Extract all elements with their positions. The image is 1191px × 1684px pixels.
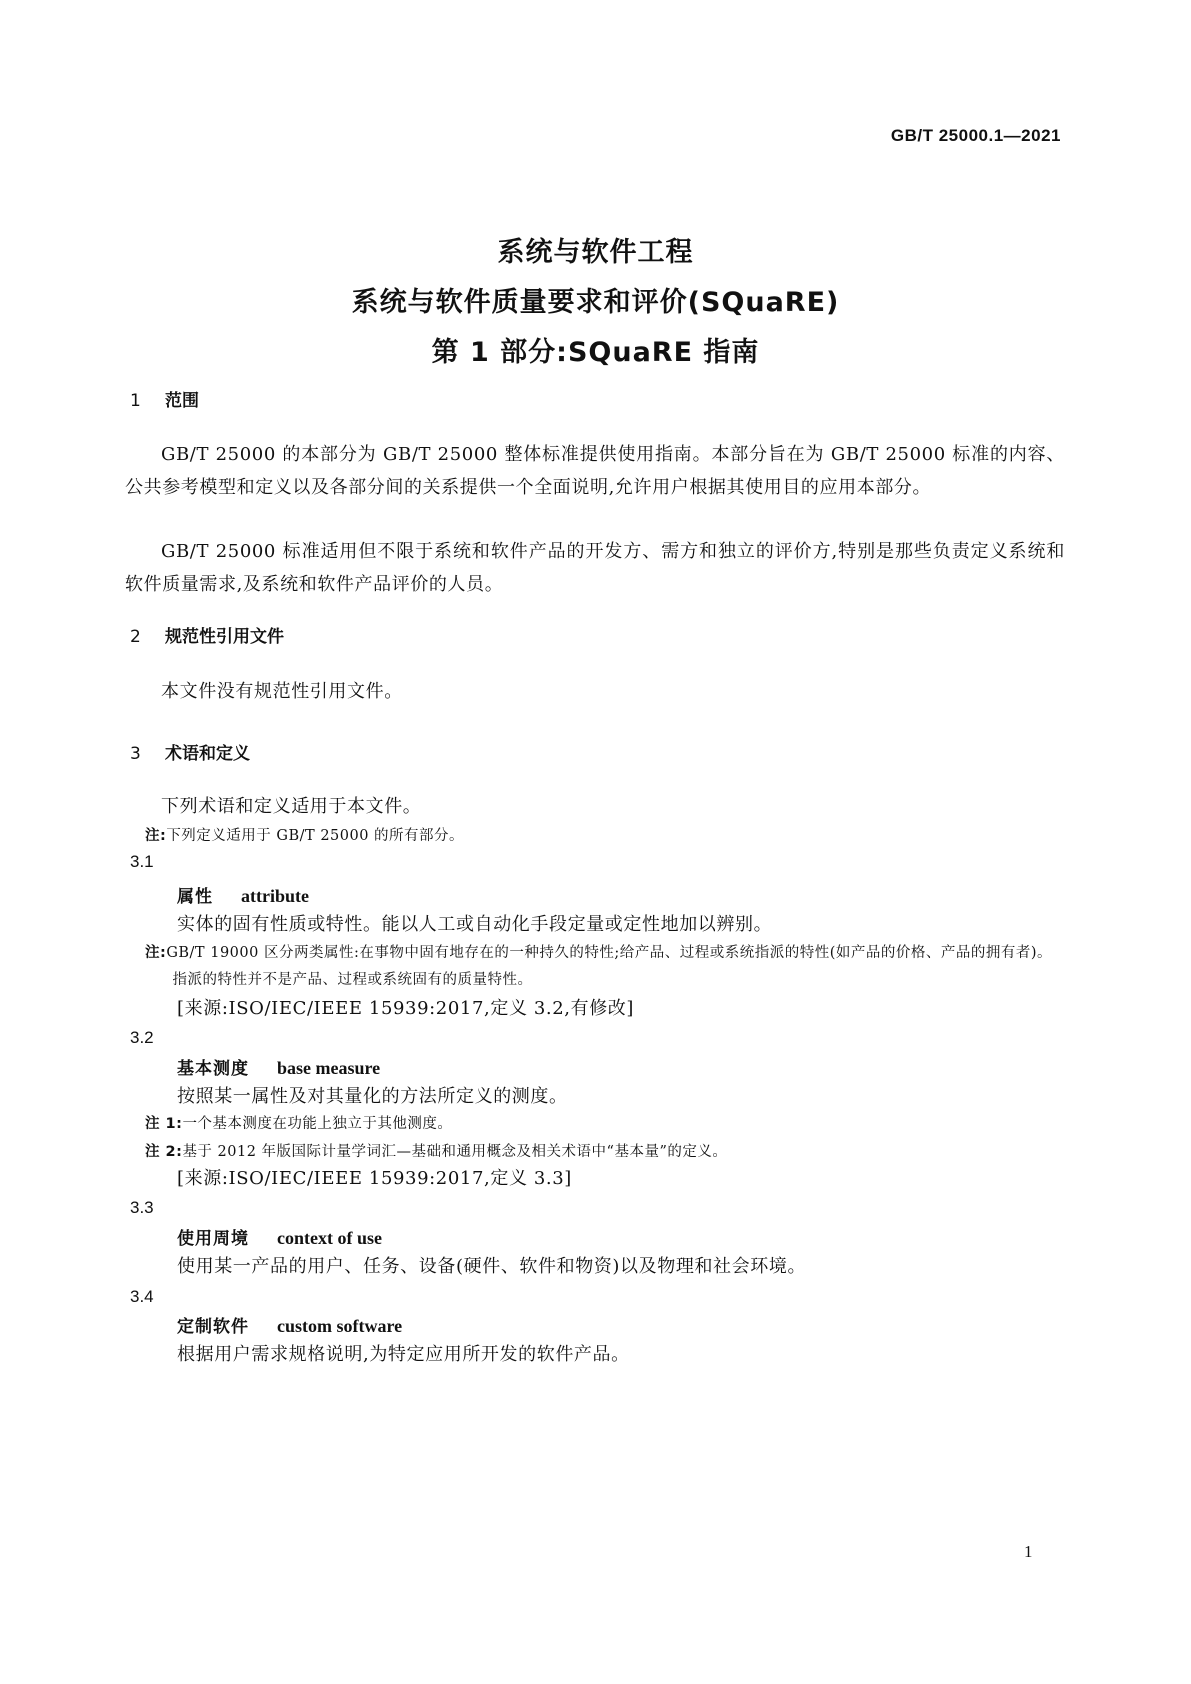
term-3-2-note-1: [145, 1112, 452, 1133]
term-3-2-heading: [177, 1054, 380, 1079]
term-3-3-zh: 使用周境: [177, 1229, 249, 1249]
term-3-3-number: 3.3: [130, 1198, 154, 1217]
term-3-1-en: attribute: [241, 886, 309, 906]
term-3-1-definition: 实体的固有性质或特性。能以人工或自动化手段定量或定性地加以辨别。: [177, 914, 773, 935]
term-3-4-en: custom software: [277, 1316, 403, 1336]
section-2-title: 规范性引用文件: [165, 627, 284, 647]
term-3-3-heading: [177, 1224, 382, 1249]
section-2-heading: [130, 622, 284, 647]
term-3-1-zh: 属性: [177, 887, 213, 907]
note-text: GB/T 19000 区分两类属性:在事物中固有地存在的一种持久的特性;给产品、过程或系统指派的特性(如产品的价格、产品的拥有者)。指派的特性并不是产品、过程或系统固有的质量特性。: [166, 945, 1053, 988]
section-3-intro-note: [145, 824, 464, 845]
section-3-title: 术语和定义: [165, 744, 250, 764]
term-3-2-en: base measure: [277, 1058, 381, 1078]
section-3-heading: [130, 739, 250, 764]
term-3-1-source: [来源:ISO/IEC/IEEE 15939:2017,定义 3.2,有修改]: [177, 998, 635, 1019]
standard-number: GB/T 25000.1—2021: [890, 126, 1061, 145]
note-label: 注 1:: [145, 1116, 183, 1132]
title-line-3: 第 1 部分:SQuaRE 指南: [431, 337, 760, 368]
term-3-4-heading: [177, 1312, 402, 1337]
note-text: 基于 2012 年版国际计量学词汇—基础和通用概念及相关术语中“基本量”的定义。: [182, 1144, 728, 1160]
section-2-number: 2: [130, 627, 141, 647]
section-1-paragraph-1: GB/T 25000 的本部分为 GB/T 25000 整体标准提供使用指南。本部分旨在为 GB/T 25000 标准的内容、公共参考模型和定义以及各部分间的关系提供一个全面说明,允许用户根据其使用目的应用本部分。: [125, 444, 1065, 498]
term-3-4-definition: 根据用户需求规格说明,为特定应用所开发的软件产品。: [177, 1344, 630, 1365]
term-3-2-note-2: [145, 1140, 727, 1161]
note-label: 注:: [145, 828, 167, 844]
title-line-1: 系统与软件工程: [497, 237, 694, 268]
term-3-2-source: [来源:ISO/IEC/IEEE 15939:2017,定义 3.3]: [177, 1168, 572, 1189]
section-3-intro: 下列术语和定义适用于本文件。: [161, 796, 422, 817]
note-text: 一个基本测度在功能上独立于其他测度。: [182, 1116, 453, 1132]
term-3-1-heading: [177, 882, 309, 907]
term-3-4-number: 3.4: [130, 1287, 154, 1306]
note-label: 注:: [145, 945, 167, 961]
term-3-2-definition: 按照某一属性及对其量化的方法所定义的测度。: [177, 1086, 568, 1107]
section-1-heading: [130, 386, 199, 411]
note-label: 注 2:: [145, 1144, 183, 1160]
term-3-3-en: context of use: [277, 1228, 382, 1248]
term-3-2-number: 3.2: [130, 1028, 154, 1047]
section-2-paragraph-1: 本文件没有规范性引用文件。: [161, 681, 403, 702]
section-3-number: 3: [130, 744, 141, 764]
term-3-4-zh: 定制软件: [177, 1317, 249, 1337]
section-1-paragraph-2: GB/T 25000 标准适用但不限于系统和软件产品的开发方、需方和独立的评价方,特别是那些负责定义系统和软件质量需求,及系统和软件产品评价的人员。: [125, 541, 1065, 595]
term-3-2-zh: 基本测度: [177, 1059, 249, 1079]
section-1-title: 范围: [165, 391, 199, 411]
term-3-1-note: [145, 940, 1060, 994]
section-1-number: 1: [130, 391, 141, 411]
document-title: [0, 228, 1191, 378]
title-line-2: 系统与软件质量要求和评价(SQuaRE): [351, 287, 840, 318]
term-3-3-definition: 使用某一产品的用户、任务、设备(硬件、软件和物资)以及物理和社会环境。: [177, 1256, 807, 1277]
term-3-1-number: 3.1: [130, 852, 154, 871]
page-number: 1: [1024, 1542, 1033, 1561]
note-text: 下列定义适用于 GB/T 25000 的所有部分。: [166, 828, 465, 844]
